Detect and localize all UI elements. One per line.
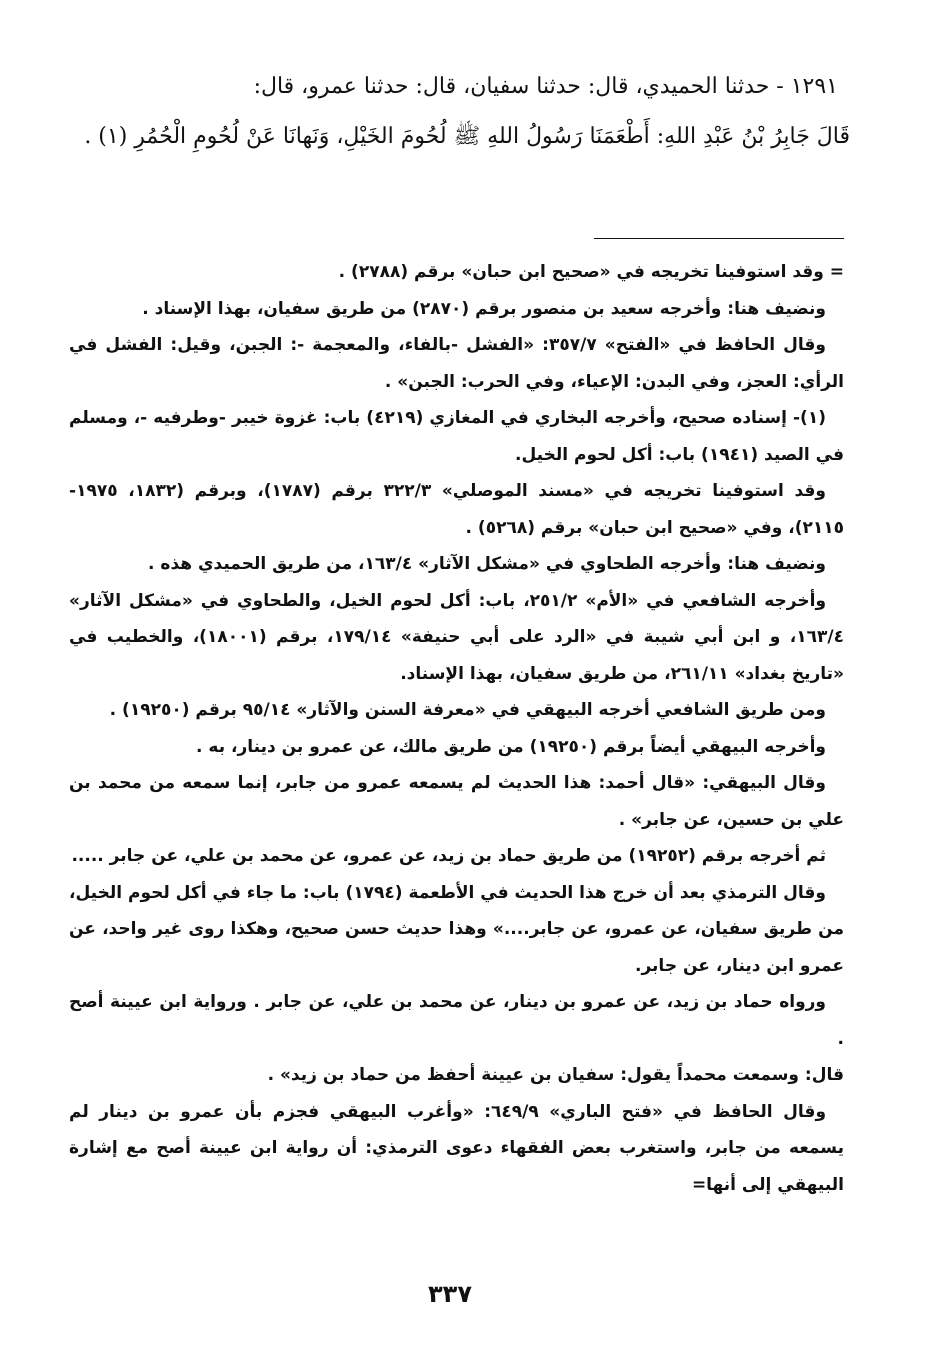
- footnote-paragraph: وقال البيهقي: «قال أحمد: هذا الحديث لم يسمعه عمرو من جابر، إنما سمعه من محمد بن علي بن حسين، عن جابر» .: [69, 773, 844, 830]
- footnote-paragraph: وقال الحافظ في «فتح الباري» ٦٤٩/٩: «وأغرب البيهقي فجزم بأن عمرو بن دينار لم يسمعه من جابر، واستغرب بعض الفقهاء دعوى الترمذي: أن رواية ابن عيينة أصح مع إشارة البيهقي إلى أنها=: [69, 1101, 844, 1195]
- footnote-paragraph: وقال الترمذي بعد أن خرج هذا الحديث في الأطعمة (١٧٩٤) باب: ما جاء في أكل لحوم الخيل، من طريق سفيان، عن عمرو، عن جابر....» وهذا حديث حسن صحيح، وهكذا روى غير واحد، عن عمرو ابن دينار، عن جابر.: [69, 882, 844, 976]
- footnote-paragraph: قال: وسمعت محمداً يقول: سفيان بن عيينة أحفظ من حماد بن زيد» .: [267, 1065, 844, 1085]
- footnote-paragraph: = وقد استوفينا تخريجه في «صحيح ابن حبان» برقم (٢٧٨٨) .: [338, 262, 844, 282]
- hadith-isnad: ١٢٩١ - حدثنا الحميدي، قال: حدثنا سفيان، قال: حدثنا عمرو، قال:: [253, 74, 838, 99]
- footnote-paragraph: وقد استوفينا تخريجه في «مسند الموصلي» ٣٢٢/٣ برقم (١٧٨٧)، وبرقم (١٨٣٢، ١٩٧٥- ٢١١٥)، وفي «صحيح ابن حبان» برقم (٥٢٦٨) .: [69, 481, 844, 538]
- page-number: ٣٣٧: [428, 1280, 472, 1308]
- footnote-paragraph: ومن طريق الشافعي أخرجه البيهقي في «معرفة السنن والآثار» ٩٥/١٤ برقم (١٩٢٥٠) .: [109, 700, 826, 720]
- hadith-text: [80, 62, 850, 162]
- footnote-paragraph: ونضيف هنا: وأخرجه الطحاوي في «مشكل الآثار» ١٦٣/٤، من طريق الحميدي هذه .: [148, 554, 826, 574]
- footnote-paragraph: ورواه حماد بن زيد، عن عمرو بن دينار، عن محمد بن علي، عن جابر . ورواية ابن عيينة أصح .: [69, 992, 844, 1049]
- footnote-paragraph: وأخرجه البيهقي أيضاً برقم (١٩٢٥٠) من طريق مالك، عن عمرو بن دينار، به .: [196, 736, 826, 757]
- footnotes: [69, 254, 844, 1203]
- footnote-paragraph: (١)- إسناده صحيح، وأخرجه البخاري في المغازي (٤٢١٩) باب: غزوة خيبر -وطرفيه -، ومسلم في الصيد (١٩٤١) باب: أكل لحوم الخيل.: [69, 408, 844, 465]
- footnote-separator: [594, 238, 844, 239]
- footnote-paragraph: وأخرجه الشافعي في «الأم» ٢٥١/٢، باب: أكل لحوم الخيل، والطحاوي في «مشكل الآثار» ١٦٣/٤، و ابن أبي شيبة في «الرد على أبي حنيفة» ١٧٩/١٤، برقم (١٨٠٠١)، والخطيب في «تاريخ بغداد» ٢٦١/١١، من طريق سفيان، بهذا الإسناد.: [69, 590, 844, 684]
- footnote-paragraph: وقال الحافظ في «الفتح» ٣٥٧/٧: «الفشل -بالفاء، والمعجمة -: الجبن، وقيل: الفشل في الرأي: العجز، وفي البدن: الإعياء، وفي الحرب: الجبن» .: [69, 335, 844, 392]
- footnote-paragraph: ونضيف هنا: وأخرجه سعيد بن منصور برقم (٢٨٧٠) من طريق سفيان، بهذا الإسناد .: [142, 298, 826, 319]
- footnote-paragraph: ثم أخرجه برقم (١٩٢٥٢) من طريق حماد بن زيد، عن عمرو، عن محمد بن علي، عن جابر .....: [71, 846, 826, 866]
- hadith-matn: قَالَ جَابِرُ بْنُ عَبْدِ اللهِ: أَطْعَمَنَا رَسُولُ اللهِ ﷺ لُحُومَ الخَيْلِ، وَنَهانَا عَنْ لُحُومِ الْحُمُرِ (١) .: [84, 124, 850, 149]
